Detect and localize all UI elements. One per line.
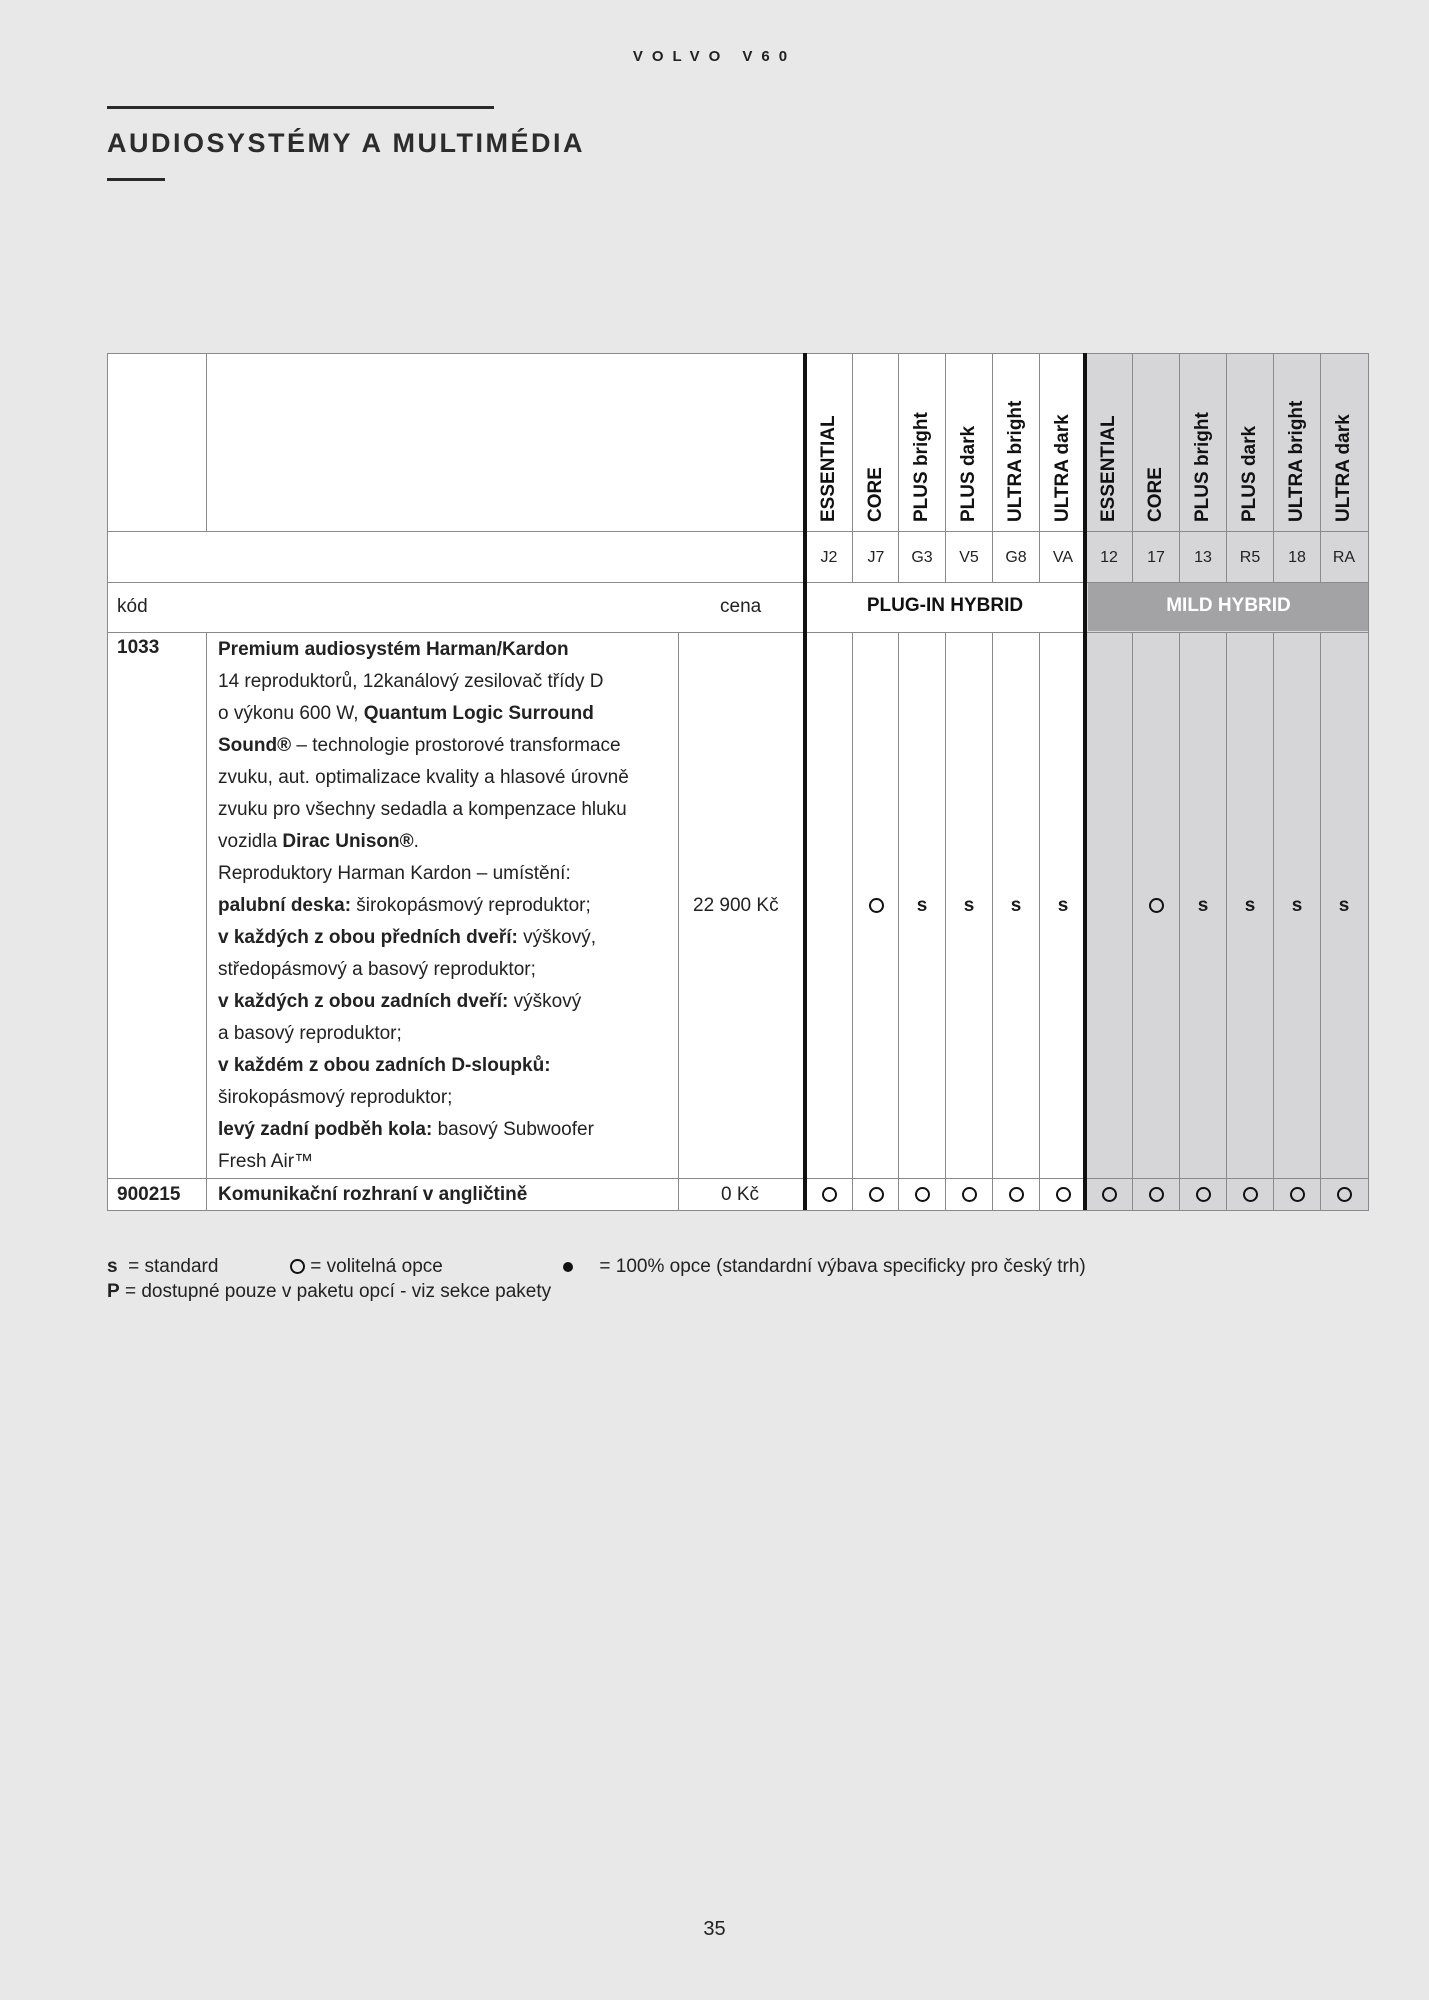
- description-line: [218, 954, 678, 986]
- description-line: [218, 794, 678, 826]
- trim-code: G3: [911, 549, 933, 566]
- grid-hline: [107, 1210, 1369, 1211]
- standard-mark: s: [916, 895, 928, 916]
- description-segment: v každém z obou zadních D-sloupků:: [218, 1055, 551, 1076]
- description-line: [218, 1050, 678, 1082]
- standard-mark: s: [963, 895, 975, 916]
- optional-mark: [993, 1184, 1039, 1206]
- optional-mark: [853, 895, 899, 917]
- description-segment: Dirac Unison®: [282, 831, 414, 852]
- optional-mark: [1180, 1184, 1226, 1206]
- trim-code: VA: [1052, 549, 1074, 566]
- trim-name: ULTRA bright: [1005, 400, 1026, 522]
- description-segment: středopásmový a basový reproduktor;: [218, 959, 536, 980]
- optional-mark: [1086, 1184, 1132, 1206]
- description-line: [218, 698, 678, 730]
- grid-vline: [1179, 632, 1180, 1210]
- row-1033-price: 22 900 Kč: [693, 895, 779, 916]
- description-line: [218, 922, 678, 954]
- description-line: [218, 1082, 678, 1114]
- trim-header-7: [1086, 356, 1132, 530]
- description-line: [218, 890, 678, 922]
- row-1033-title: Premium audiosystém Harman/Kardon: [218, 639, 569, 660]
- bullet-dot-icon: [563, 1262, 573, 1272]
- trim-name: PLUS bright: [911, 412, 932, 522]
- trim-code: J7: [867, 549, 885, 566]
- optional-mark: [899, 1184, 945, 1206]
- description-segment: levý zadní podběh kola:: [218, 1119, 433, 1140]
- trim-header-11: [1274, 356, 1320, 530]
- optional-circle-icon: [1149, 898, 1164, 913]
- optional-mark: [1227, 1184, 1273, 1206]
- trim-code: 17: [1147, 549, 1165, 566]
- description-segment: vozidla: [218, 831, 283, 852]
- grid-vline: [1368, 353, 1369, 1210]
- trim-code: 13: [1194, 549, 1212, 566]
- description-segment: širokopásmový reproduktor;: [351, 895, 591, 916]
- legend-dot-text: = 100% opce (standardní výbava specificky pro český trh): [599, 1256, 1086, 1277]
- legend-s-key: s: [107, 1256, 118, 1277]
- description-line: [218, 666, 678, 698]
- optional-circle-icon: [1102, 1187, 1117, 1202]
- standard-mark: s: [1197, 895, 1209, 916]
- trim-name: CORE: [865, 467, 886, 522]
- description-line: [218, 1146, 678, 1178]
- optional-circle-icon: [915, 1187, 930, 1202]
- grid-vline: [1132, 632, 1133, 1210]
- trim-code: 12: [1100, 549, 1118, 566]
- trim-name: ESSENTIAL: [818, 415, 839, 522]
- optional-mark: [1321, 1184, 1367, 1206]
- optional-circle-icon: [869, 1187, 884, 1202]
- trim-name: ESSENTIAL: [1098, 415, 1119, 522]
- trim-code: 18: [1288, 549, 1306, 566]
- title-rule: [107, 106, 494, 109]
- optional-circle-icon: [1056, 1187, 1071, 1202]
- trim-name: PLUS dark: [1239, 425, 1260, 522]
- description-segment: Quantum Logic Surround: [363, 703, 594, 724]
- legend-p-text: = dostupné pouze v paketu opcí - viz sekce pakety: [124, 1281, 552, 1302]
- trim-header-1: [806, 356, 852, 530]
- standard-mark: s: [1010, 895, 1022, 916]
- row-1033-description: [218, 634, 678, 1178]
- optional-circle-icon: [869, 898, 884, 913]
- optional-mark: [946, 1184, 992, 1206]
- trim-code: V5: [959, 549, 979, 566]
- grid-vline: [206, 632, 207, 1210]
- row-900215-kod: 900215: [117, 1184, 181, 1205]
- page-number: 35: [703, 1918, 726, 1940]
- description-segment: 14 reproduktorů, 12kanálový zesilovač třídy D: [218, 671, 604, 692]
- grid-vline: [1039, 632, 1040, 1210]
- optional-circle-icon: [1290, 1187, 1305, 1202]
- trim-name: PLUS bright: [1192, 412, 1213, 522]
- grid-vline: [107, 353, 108, 1210]
- grid-vline: [898, 632, 899, 1210]
- legend-s-text: = standard: [128, 1256, 219, 1277]
- standard-mark: s: [1244, 895, 1256, 916]
- description-segment: basový Subwoofer: [432, 1119, 594, 1140]
- legend-optional: [290, 1256, 443, 1278]
- optional-circle-icon: [1009, 1187, 1024, 1202]
- description-segment: – technologie prostorové transformace: [291, 735, 621, 756]
- description-segment: palubní deska:: [218, 895, 352, 916]
- trim-name: ULTRA dark: [1333, 414, 1354, 522]
- description-segment: .: [413, 831, 419, 852]
- description-segment: Fresh Air™: [218, 1151, 314, 1172]
- description-segment: Reproduktory Harman Kardon – umístění:: [218, 863, 571, 884]
- trim-name: ULTRA dark: [1052, 414, 1073, 522]
- optional-mark: [1274, 1184, 1320, 1206]
- grid-vline: [1273, 632, 1274, 1210]
- row-1033-detail-lines: [218, 666, 678, 1178]
- trim-code: G8: [1005, 549, 1027, 566]
- mild-hybrid-group: MILD HYBRID: [1166, 595, 1291, 616]
- kod-header: kód: [117, 596, 148, 617]
- cena-header: cena: [720, 596, 762, 617]
- trim-header-8: [1133, 356, 1179, 530]
- plugin-hybrid-group: PLUG-IN HYBRID: [866, 595, 1024, 616]
- optional-mark: [1133, 1184, 1179, 1206]
- grid-vline: [1320, 632, 1321, 1210]
- trim-header-12: [1321, 356, 1367, 530]
- description-segment: zvuku, aut. optimalizace kvality a hlasové úrovně: [218, 767, 629, 788]
- trim-name: ULTRA bright: [1286, 400, 1307, 522]
- description-segment: v každých z obou předních dveří:: [218, 927, 518, 948]
- optional-mark: [1040, 1184, 1086, 1206]
- grid-vline: [852, 632, 853, 1210]
- description-segment: Sound®: [218, 735, 292, 756]
- trim-header-5: [993, 356, 1039, 530]
- grid-vline: [1226, 632, 1227, 1210]
- optional-circle-icon: [1196, 1187, 1211, 1202]
- grid-vline: [945, 632, 946, 1210]
- trim-header-6: [1040, 356, 1086, 530]
- grid-vline: [678, 632, 679, 1210]
- row-1033-kod: 1033: [117, 637, 160, 658]
- optional-circle-icon: [1149, 1187, 1164, 1202]
- page-title: AUDIOSYSTÉMY A MULTIMÉDIA: [107, 128, 586, 158]
- legend-p-key: P: [107, 1281, 120, 1302]
- trim-header-3: [899, 356, 945, 530]
- legend-standard: [107, 1256, 218, 1278]
- description-line: [218, 826, 678, 858]
- row-900215-price: 0 Kč: [721, 1184, 760, 1205]
- description-line: [218, 1018, 678, 1050]
- standard-mark: s: [1291, 895, 1303, 916]
- description-segment: o výkonu 600 W,: [218, 703, 364, 724]
- description-segment: výškový,: [517, 927, 596, 948]
- optional-circle-icon: [962, 1187, 977, 1202]
- legend-o-text: = volitelná opce: [310, 1256, 443, 1277]
- row-900215-title: Komunikační rozhraní v angličtině: [218, 1184, 528, 1205]
- description-line: [218, 858, 678, 890]
- trim-header-10: [1227, 356, 1273, 530]
- optional-mark: [853, 1184, 899, 1206]
- trim-name: CORE: [1145, 467, 1166, 522]
- trim-header-2: [853, 356, 899, 530]
- description-line: [218, 762, 678, 794]
- optional-circle-icon: [290, 1259, 305, 1274]
- grid-hline: [107, 582, 1369, 583]
- trim-header-9: [1180, 356, 1226, 530]
- optional-mark: [1133, 895, 1179, 917]
- trim-header-4: [946, 356, 992, 530]
- trim-code: J2: [820, 549, 838, 566]
- trim-code: R5: [1239, 549, 1261, 566]
- description-line: [218, 730, 678, 762]
- grid-vline: [992, 632, 993, 1210]
- optional-circle-icon: [1337, 1187, 1352, 1202]
- trim-name: PLUS dark: [958, 425, 979, 522]
- description-line: [218, 1114, 678, 1146]
- description-segment: v každých z obou zadních dveří:: [218, 991, 509, 1012]
- description-line: [218, 986, 678, 1018]
- standard-mark: s: [1057, 895, 1069, 916]
- optional-mark: [806, 1184, 852, 1206]
- optional-circle-icon: [822, 1187, 837, 1202]
- brand-header: VOLVO V60: [632, 48, 797, 65]
- optional-circle-icon: [1243, 1187, 1258, 1202]
- grid-vline: [206, 353, 207, 531]
- description-segment: širokopásmový reproduktor;: [218, 1087, 453, 1108]
- description-segment: zvuku pro všechny sedadla a kompenzace hluku: [218, 799, 627, 820]
- description-segment: a basový reproduktor;: [218, 1023, 402, 1044]
- legend-full-option: [563, 1256, 1086, 1278]
- legend-package: [107, 1281, 551, 1303]
- title-underline: [107, 178, 165, 181]
- description-segment: výškový: [508, 991, 582, 1012]
- standard-mark: s: [1338, 895, 1350, 916]
- trim-code: RA: [1332, 549, 1356, 566]
